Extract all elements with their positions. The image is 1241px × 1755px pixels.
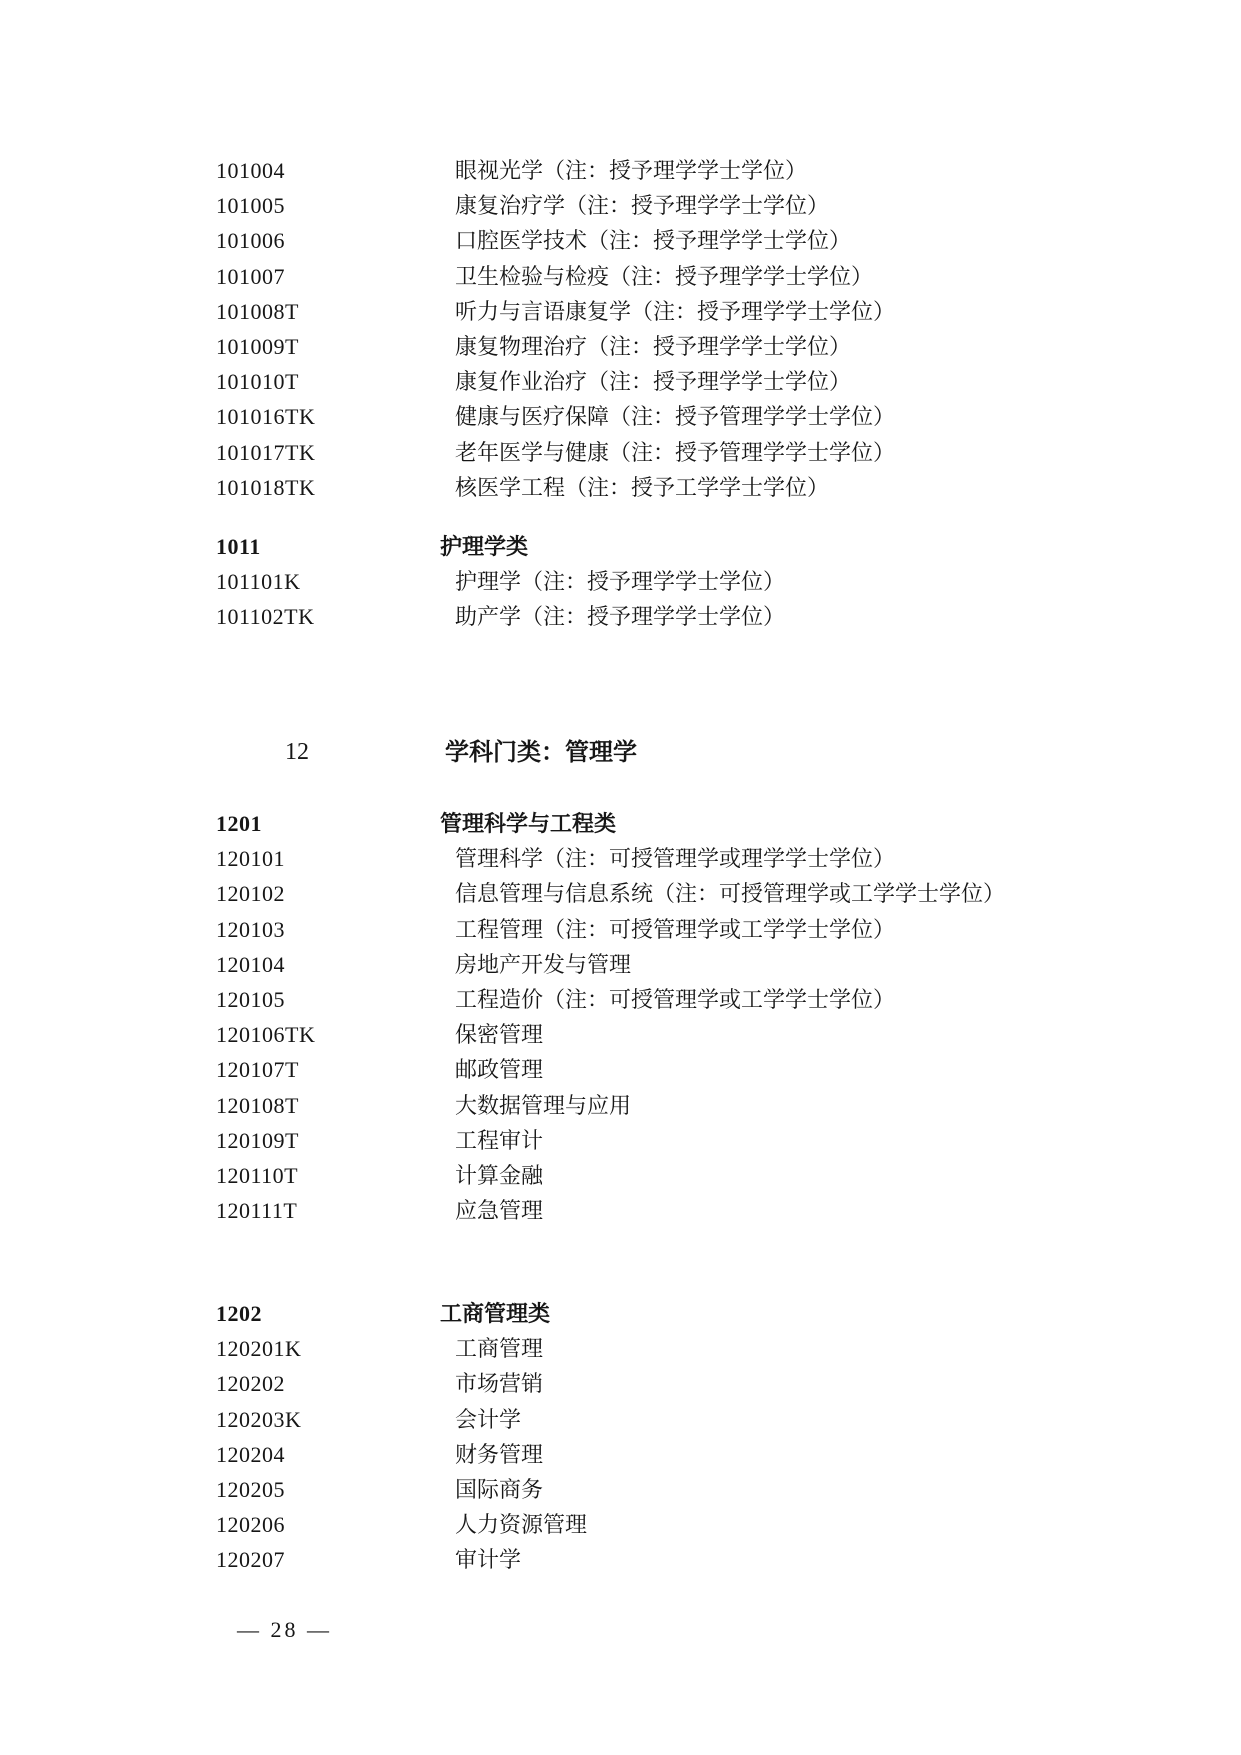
major-code: 120109T (216, 1127, 299, 1153)
major-row (0, 364, 1241, 399)
major-name: 会计学 (455, 1406, 522, 1432)
major-code: 1201 (216, 811, 262, 836)
major-row (0, 294, 1241, 329)
category-row (0, 806, 1241, 841)
major-name: 护理学（注：授予理学学士学位） (455, 569, 786, 595)
major-name: 工程审计 (455, 1127, 544, 1153)
major-row (0, 1366, 1241, 1401)
major-name: 康复治疗学（注：授予理学学士学位） (455, 193, 830, 219)
major-code: 120206 (216, 1512, 285, 1538)
major-row (0, 564, 1241, 599)
major-code: 120106TK (216, 1022, 316, 1048)
major-code: 120105 (216, 986, 285, 1012)
section-title: 学科门类：管理学 (445, 739, 637, 766)
major-code: 120107T (216, 1057, 299, 1083)
major-row (0, 259, 1241, 294)
major-row (0, 399, 1241, 434)
major-row (0, 1158, 1241, 1193)
major-name: 国际商务 (455, 1476, 544, 1502)
major-name: 眼视光学（注：授予理学学士学位） (455, 158, 808, 183)
major-row (0, 223, 1241, 258)
major-code: 120103 (216, 916, 285, 942)
major-row (0, 912, 1241, 947)
major-name: 口腔医学技术（注：授予理学学士学位） (455, 228, 852, 254)
major-code: 101017TK (216, 439, 316, 465)
major-code: 120102 (216, 881, 285, 907)
section-heading (0, 734, 1241, 771)
page-number: — 28 — (237, 1617, 332, 1642)
major-row (0, 1193, 1241, 1228)
major-code: 101016TK (216, 404, 316, 430)
major-code: 120205 (216, 1476, 285, 1502)
major-row (0, 841, 1241, 876)
major-group-medical-tail (0, 153, 1241, 505)
major-code: 120104 (216, 951, 285, 977)
major-name: 应急管理 (455, 1198, 544, 1224)
major-row (0, 1088, 1241, 1123)
major-name: 核医学工程（注：授予工学学士学位） (455, 474, 830, 500)
major-code: 120101 (216, 846, 285, 872)
major-name: 大数据管理与应用 (455, 1092, 632, 1118)
major-code: 120111T (216, 1198, 298, 1224)
major-row (0, 153, 1241, 188)
major-code: 101101K (216, 569, 301, 595)
major-code: 101007 (216, 263, 285, 289)
major-name: 审计学 (455, 1547, 522, 1573)
major-name: 人力资源管理 (455, 1512, 588, 1538)
major-row (0, 1052, 1241, 1087)
major-row (0, 982, 1241, 1017)
major-row (0, 876, 1241, 911)
major-name: 保密管理 (455, 1022, 544, 1048)
major-code: 101102TK (216, 604, 315, 630)
major-code: 120207 (216, 1547, 285, 1573)
major-code: 120108T (216, 1092, 299, 1118)
major-row (0, 599, 1241, 634)
major-code: 101006 (216, 228, 285, 254)
major-row (0, 1542, 1241, 1577)
major-row (0, 1402, 1241, 1437)
major-row (0, 470, 1241, 505)
major-code: 101005 (216, 193, 285, 219)
major-code: 120201K (216, 1336, 302, 1362)
category-row (0, 1296, 1241, 1331)
major-code: 101004 (216, 158, 285, 183)
major-name: 工商管理类 (440, 1301, 551, 1326)
major-name: 邮政管理 (455, 1057, 544, 1083)
major-name: 工商管理 (455, 1336, 544, 1362)
major-group-nursing (0, 529, 1241, 635)
major-name: 工程管理（注：可授管理学或工学学士学位） (455, 916, 896, 942)
major-name: 市场营销 (455, 1371, 544, 1397)
major-code: 120110T (216, 1162, 299, 1188)
major-group-management-science (0, 806, 1241, 1228)
major-code: 101018TK (216, 474, 316, 500)
major-code: 101009T (216, 333, 299, 359)
major-name: 听力与言语康复学（注：授予理学学士学位） (455, 298, 896, 324)
major-name: 老年医学与健康（注：授予管理学学士学位） (455, 439, 896, 465)
category-row (0, 529, 1241, 564)
major-row (0, 1123, 1241, 1158)
major-code: 1202 (216, 1301, 262, 1326)
major-row (0, 1331, 1241, 1366)
page-footer (237, 1612, 332, 1648)
major-row (0, 1472, 1241, 1507)
major-row (0, 1507, 1241, 1542)
major-name: 工程造价（注：可授管理学或工学学士学位） (455, 986, 896, 1012)
major-name: 财务管理 (455, 1441, 544, 1467)
major-name: 康复物理治疗（注：授予理学学士学位） (455, 333, 852, 359)
major-name: 康复作业治疗（注：授予理学学士学位） (455, 369, 852, 395)
major-row (0, 329, 1241, 364)
major-name: 护理学类 (440, 534, 529, 559)
major-name: 管理科学（注：可授管理学或理学学士学位） (455, 846, 896, 872)
major-code: 120202 (216, 1371, 285, 1397)
major-row (0, 1017, 1241, 1052)
major-group-business-administration (0, 1296, 1241, 1578)
major-row (0, 947, 1241, 982)
major-code: 120203K (216, 1406, 302, 1432)
major-row (0, 1437, 1241, 1472)
major-row (0, 188, 1241, 223)
major-name: 管理科学与工程类 (440, 811, 617, 836)
major-code: 101010T (216, 369, 299, 395)
major-code: 120204 (216, 1441, 285, 1467)
major-name: 房地产开发与管理 (455, 951, 632, 977)
section-number: 12 (285, 739, 309, 765)
major-row (0, 435, 1241, 470)
major-name: 卫生检验与检疫（注：授予理学学士学位） (455, 263, 874, 289)
major-name: 信息管理与信息系统（注：可授管理学或工学学士学位） (455, 881, 1006, 907)
major-name: 健康与医疗保障（注：授予管理学学士学位） (455, 404, 896, 430)
major-code: 1011 (216, 534, 261, 559)
major-name: 助产学（注：授予理学学士学位） (455, 604, 786, 630)
major-code: 101008T (216, 298, 299, 324)
major-name: 计算金融 (455, 1162, 544, 1188)
